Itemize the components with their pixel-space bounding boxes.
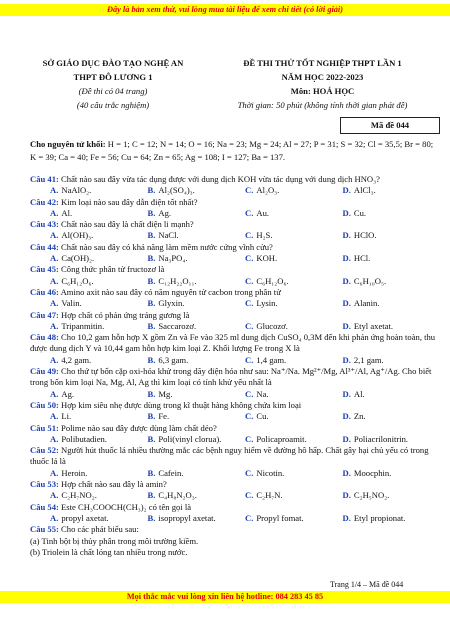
question-number: Câu 44: — [30, 241, 59, 252]
option-text: Tripanmitin. — [61, 320, 105, 331]
answer-options — [30, 434, 440, 445]
option-text: Ca(OH)₂. — [61, 253, 95, 264]
answer-options — [30, 513, 440, 524]
answer-option — [50, 185, 148, 196]
answer-option — [343, 411, 441, 422]
answer-option — [148, 321, 246, 332]
header-school — [18, 56, 208, 112]
option-letter: D. — [342, 512, 351, 523]
option-letter: D. — [342, 230, 351, 241]
answer-option — [245, 230, 343, 241]
option-letter: B. — [147, 253, 156, 264]
question-text — [30, 366, 440, 389]
option-text: Heroin. — [61, 467, 88, 478]
option-letter: D. — [342, 388, 351, 399]
answer-option — [343, 253, 441, 264]
option-text: Al(OH)₃. — [61, 230, 94, 241]
school-name: THPT ĐÔ LƯƠNG 1 — [73, 72, 153, 82]
option-text: Etyl axetat. — [353, 320, 393, 331]
option-text: C₄H₈N₂O₃. — [158, 490, 197, 501]
answer-option — [245, 253, 343, 264]
option-text: Saccarozơ. — [158, 320, 197, 331]
question-item — [30, 310, 440, 333]
option-text: 1,4 gam. — [256, 354, 287, 365]
option-letter: D. — [342, 467, 351, 478]
option-letter: A. — [50, 275, 59, 286]
question-item — [30, 332, 440, 366]
option-letter: D. — [342, 320, 351, 331]
answer-option — [50, 253, 148, 264]
answer-option — [245, 185, 343, 196]
option-letter: D. — [342, 253, 351, 264]
option-text: HClO. — [353, 230, 377, 241]
option-letter: C. — [245, 512, 254, 523]
option-letter: B. — [147, 433, 156, 444]
answer-option — [245, 355, 343, 366]
option-letter: C. — [245, 253, 254, 264]
option-text: 2,1 gam. — [353, 354, 384, 365]
option-letter: A. — [50, 512, 59, 523]
answer-option — [148, 355, 246, 366]
option-letter: B. — [147, 467, 156, 478]
question-stem: Cho các phát biểu sau: — [58, 524, 139, 535]
option-text: Etyl propionat. — [353, 512, 406, 523]
option-text: C₆H₁₂O₆. — [256, 275, 289, 286]
option-text: H₂S. — [256, 230, 273, 241]
question-item — [30, 197, 440, 220]
option-text: Cu. — [256, 411, 269, 422]
atomic-masses — [30, 138, 440, 164]
option-text: NaCl. — [158, 230, 179, 241]
option-letter: C. — [245, 230, 254, 241]
option-letter: D. — [342, 207, 351, 218]
option-text: Moocphin. — [353, 467, 392, 478]
answer-option — [343, 355, 441, 366]
option-text: Al₂O₃. — [256, 185, 280, 196]
answer-option — [245, 468, 343, 479]
option-letter: B. — [147, 388, 156, 399]
answer-option — [245, 389, 343, 400]
option-letter: C. — [245, 354, 254, 365]
option-text: C₆H₁₂O₆. — [61, 275, 94, 286]
option-text: Au. — [256, 207, 270, 218]
question-stem: Polime nào sau đây được dùng làm chất dẻo? — [58, 422, 217, 433]
question-number: Câu 43: — [30, 219, 59, 230]
answer-option — [343, 321, 441, 332]
option-letter: A. — [50, 388, 59, 399]
question-count-note: (40 câu trắc nghiệm) — [76, 100, 150, 110]
option-letter: A. — [50, 298, 59, 309]
question-text — [30, 287, 440, 298]
option-text: Cu. — [353, 207, 367, 218]
answer-options — [30, 355, 440, 366]
answer-options — [30, 230, 440, 241]
question-item — [30, 174, 440, 197]
option-letter: B. — [147, 512, 156, 523]
question-stem: Chất nào sau đây vừa tác dụng được với dung dịch KOH vừa tác dụng với dung dịch HNO₃? — [58, 174, 380, 184]
answer-option — [245, 208, 343, 219]
answer-options — [30, 411, 440, 422]
answer-option — [50, 276, 148, 287]
question-stem: Amino axit nào sau đây có năm nguyên tử cacbon trong phân tử — [58, 286, 281, 297]
option-text: Alanin. — [353, 298, 380, 309]
exam-title: ĐỀ THI THỬ TỐT NGHIỆP THPT LẦN 1 — [243, 58, 402, 68]
school-year: NĂM HỌC 2022-2023 — [281, 72, 364, 82]
option-text: Nicotin. — [256, 467, 285, 478]
question-text — [30, 423, 440, 434]
hotline-banner: Mọi thắc mắc vui lòng xin liên hệ hotline: 084 283 45 85 — [0, 591, 450, 603]
option-text: Propyl fomat. — [256, 512, 304, 523]
option-letter: B. — [147, 207, 156, 218]
option-letter: D. — [342, 185, 351, 196]
question-item — [30, 524, 440, 535]
option-text: Li. — [61, 411, 72, 422]
option-text: 6,3 gam. — [158, 354, 189, 365]
option-letter: B. — [147, 230, 156, 241]
answer-option — [343, 185, 441, 196]
option-letter: C. — [245, 411, 254, 422]
question-number: Câu 47: — [30, 309, 59, 320]
question-stem: Cho 10,2 gam hỗn hợp X gồm Zn và Fe vào 325 ml dung dịch CuSO₄ 0,3M đến khi phản ứng hoàn toàn, thu được dung dịch Y và 10,44 gam hỗn hợp kim loại Z. Khối lượng Fe trong X là — [30, 332, 436, 354]
answer-option — [148, 185, 246, 196]
question-text — [30, 332, 440, 355]
question-item — [30, 287, 440, 310]
question-number: Câu 42: — [30, 196, 59, 207]
option-text: Lysin. — [256, 298, 278, 309]
option-letter: B. — [147, 275, 156, 286]
answer-option — [148, 434, 246, 445]
question-text — [30, 264, 440, 275]
answer-option — [50, 321, 148, 332]
answer-options — [30, 208, 440, 219]
option-letter: A. — [50, 411, 59, 422]
answer-option — [148, 253, 246, 264]
option-text: NaAlO₂. — [61, 185, 92, 196]
answer-options — [30, 490, 440, 501]
option-letter: C. — [245, 298, 254, 309]
answer-option — [148, 389, 246, 400]
option-text: Al₂(SO₄)₃. — [158, 185, 195, 196]
option-letter: B. — [147, 320, 156, 331]
option-letter: C. — [245, 275, 254, 286]
question-number: Câu 55: — [30, 524, 59, 535]
option-text: Al. — [353, 388, 365, 399]
option-text: Glyxin. — [158, 298, 185, 309]
answer-option — [245, 321, 343, 332]
option-letter: A. — [50, 185, 59, 196]
answer-options — [30, 468, 440, 479]
option-letter: A. — [50, 230, 59, 241]
option-letter: C. — [245, 185, 254, 196]
option-text: KOH. — [256, 253, 278, 264]
time-limit: Thời gian: 50 phút (không tính thời gian phát đề) — [237, 100, 408, 110]
question-stem: Hợp chất nào sau đây là amin? — [58, 479, 167, 490]
page-footer: Trang 1/4 – Mã đề 044 — [330, 580, 404, 589]
statement-item: (b) Triolein là chất lỏng tan nhiều trong nước. — [30, 546, 188, 557]
question-text — [30, 502, 440, 513]
option-letter: A. — [50, 320, 59, 331]
answer-option — [50, 230, 148, 241]
answer-option — [245, 411, 343, 422]
atomic-masses-label: Cho nguyên tử khối: — [30, 139, 106, 149]
option-text: Na. — [256, 388, 269, 399]
question-number: Câu 49: — [30, 366, 59, 377]
option-letter: A. — [50, 207, 59, 218]
answer-option — [245, 298, 343, 309]
option-text: propyl axetat. — [61, 512, 109, 523]
option-letter: D. — [342, 354, 351, 365]
option-text: Na₃PO₄. — [158, 253, 188, 264]
answer-option — [148, 230, 246, 241]
question-text — [30, 310, 440, 321]
question-item — [30, 219, 440, 242]
answer-option — [148, 276, 246, 287]
question-number: Câu 50: — [30, 399, 59, 410]
option-letter: B. — [147, 490, 156, 501]
option-letter: C. — [245, 467, 254, 478]
question-number: Câu 51: — [30, 422, 59, 433]
answer-options — [30, 389, 440, 400]
answer-option — [50, 389, 148, 400]
option-text: 4,2 gam. — [61, 354, 92, 365]
answer-option — [148, 490, 246, 501]
question-item — [30, 242, 440, 265]
question-number: Câu 41: — [30, 174, 59, 184]
option-letter: D. — [342, 298, 351, 309]
question-text — [30, 445, 440, 468]
question-stem: Chất nào sau đây là chất điện li mạnh? — [58, 219, 194, 230]
option-letter: A. — [50, 253, 59, 264]
answer-option — [245, 513, 343, 524]
option-text: Fe. — [158, 411, 170, 422]
question-item — [30, 366, 440, 400]
answer-option — [343, 468, 441, 479]
option-letter: A. — [50, 490, 59, 501]
question-stem: Este CH₃COOCH(CH₃)₂ có tên gọi là — [58, 501, 192, 512]
answer-options — [30, 276, 440, 287]
option-text: Poliacrilonitrin. — [353, 433, 409, 444]
answer-option — [148, 298, 246, 309]
option-text: C₁₂H₂₂O₁₁. — [158, 275, 197, 286]
question-text — [30, 524, 440, 535]
option-text: Policaproamit. — [256, 433, 307, 444]
question-number: Câu 46: — [30, 286, 59, 297]
question-text — [30, 242, 440, 253]
answer-option — [50, 434, 148, 445]
answer-option — [343, 513, 441, 524]
question-text — [30, 479, 440, 490]
exam-code-box: Mã đề 044 — [340, 117, 440, 134]
answer-option — [245, 276, 343, 287]
preview-banner: Đây là bản xem thử, vui lòng mua tài liệu để xem chi tiết (có lời giải) — [0, 4, 450, 16]
question-stem: Cho thứ tự bốn cặp oxi-hóa khử trong dãy điện hóa như sau: Na⁺/Na. Mg²⁺/Mg, Al³⁺/Al, Ag⁺/Ag. Cho biết trong bốn kim loại Na, Mg, Al, Ag thì kim loại có tính khử yếu nhất là — [30, 366, 432, 388]
answer-option — [50, 208, 148, 219]
subject: Môn: HOÁ HỌC — [290, 86, 355, 96]
option-text: Poli(vinyl clorua). — [158, 433, 222, 444]
department-name: SỞ GIÁO DỤC ĐÀO TẠO NGHỆ AN — [42, 58, 184, 68]
answer-option — [343, 490, 441, 501]
question-stem: Hợp kim siêu nhẹ được dùng trong kĩ thuật hàng không chứa kim loại — [58, 399, 302, 410]
question-item — [30, 423, 440, 446]
answer-option — [50, 355, 148, 366]
option-text: Zn. — [353, 411, 366, 422]
header-exam — [210, 56, 435, 112]
option-text: Valin. — [61, 298, 82, 309]
answer-option — [343, 389, 441, 400]
answer-option — [148, 411, 246, 422]
question-item — [30, 479, 440, 502]
option-text: HCl. — [353, 253, 371, 264]
question-stem: Kim loại nào sau đây dẫn điện tốt nhất? — [58, 196, 198, 207]
question-item — [30, 400, 440, 423]
question-item — [30, 445, 440, 479]
answer-option — [148, 513, 246, 524]
question-text — [30, 219, 440, 230]
option-letter: B. — [147, 185, 156, 196]
option-letter: B. — [147, 354, 156, 365]
option-text: Cafein. — [158, 467, 184, 478]
answer-options — [30, 253, 440, 264]
option-letter: A. — [50, 433, 59, 444]
option-letter: C. — [245, 388, 254, 399]
option-text: C₆H₁₀O₅. — [353, 275, 387, 286]
option-letter: C. — [245, 320, 254, 331]
option-letter: C. — [245, 490, 254, 501]
answer-options — [30, 321, 440, 332]
option-letter: C. — [245, 433, 254, 444]
page-count-note: (Đề thi có 04 trang) — [78, 86, 148, 96]
answer-option — [50, 513, 148, 524]
question-text — [30, 197, 440, 208]
question-text — [30, 174, 440, 185]
option-text: Mg. — [158, 388, 173, 399]
question-list — [30, 174, 440, 558]
option-text: isopropyl axetat. — [158, 512, 216, 523]
answer-option — [50, 298, 148, 309]
answer-option — [343, 434, 441, 445]
answer-option — [343, 230, 441, 241]
option-letter: C. — [245, 207, 254, 218]
answer-option — [343, 208, 441, 219]
question-stem: Hợp chất có phản ứng tráng gương là — [58, 309, 190, 320]
answer-option — [343, 276, 441, 287]
answer-option — [343, 298, 441, 309]
question-number: Câu 52: — [30, 445, 59, 456]
question-number: Câu 48: — [30, 332, 59, 343]
answer-option — [50, 490, 148, 501]
option-text: Ag. — [158, 207, 172, 218]
question-number: Câu 45: — [30, 264, 59, 275]
option-letter: D. — [342, 433, 351, 444]
question-stem: Công thức phân tử fructozơ là — [58, 264, 165, 275]
option-text: Al. — [61, 207, 73, 218]
option-text: Glucozơ. — [256, 320, 288, 331]
option-letter: D. — [342, 490, 351, 501]
answer-option — [50, 411, 148, 422]
answer-option — [245, 434, 343, 445]
question-item — [30, 264, 440, 287]
answer-option — [50, 468, 148, 479]
option-text: C₂H₇NO₂. — [61, 490, 97, 501]
answer-option — [148, 468, 246, 479]
option-letter: B. — [147, 298, 156, 309]
option-text: C₂H₅NO₂. — [353, 490, 390, 501]
option-letter: B. — [147, 411, 156, 422]
atomic-masses-values: H = 1; C = 12; N = 14; O = 16; Na = 23; Mg = 24; Al = 27; P = 31; S = 32; Cl = 35,5; Br = 80; K = 39; Ca = 40; Fe = 56; Cu = 64; Zn = 65; Ag = 108; I = 127; Ba = 137. — [30, 139, 434, 162]
question-number: Câu 53: — [30, 479, 59, 490]
option-letter: A. — [50, 467, 59, 478]
question-text — [30, 400, 440, 411]
answer-options — [30, 298, 440, 309]
answer-option — [148, 208, 246, 219]
option-text: AlCl₃. — [353, 185, 376, 196]
question-item — [30, 502, 440, 525]
option-letter: A. — [50, 354, 59, 365]
answer-option — [245, 490, 343, 501]
answer-options — [30, 185, 440, 196]
option-text: Polibutadien. — [61, 433, 107, 444]
statement-item: (a) Tinh bột bị thủy phân trong môi trường kiềm. — [30, 535, 199, 546]
question-stem: Người hút thuốc lá nhiều thường mắc các bệnh nguy hiểm về đường hô hấp. Chất gây hại chủ yếu có trong thuốc lá là — [30, 445, 429, 467]
question-number: Câu 54: — [30, 501, 59, 512]
option-letter: D. — [342, 275, 351, 286]
question-stem: Chất nào sau đây có khả năng làm mềm nước cứng vĩnh cửu? — [58, 241, 273, 252]
option-text: Ag. — [61, 388, 75, 399]
option-letter: D. — [342, 411, 351, 422]
option-text: C₂H₇N. — [256, 490, 283, 501]
